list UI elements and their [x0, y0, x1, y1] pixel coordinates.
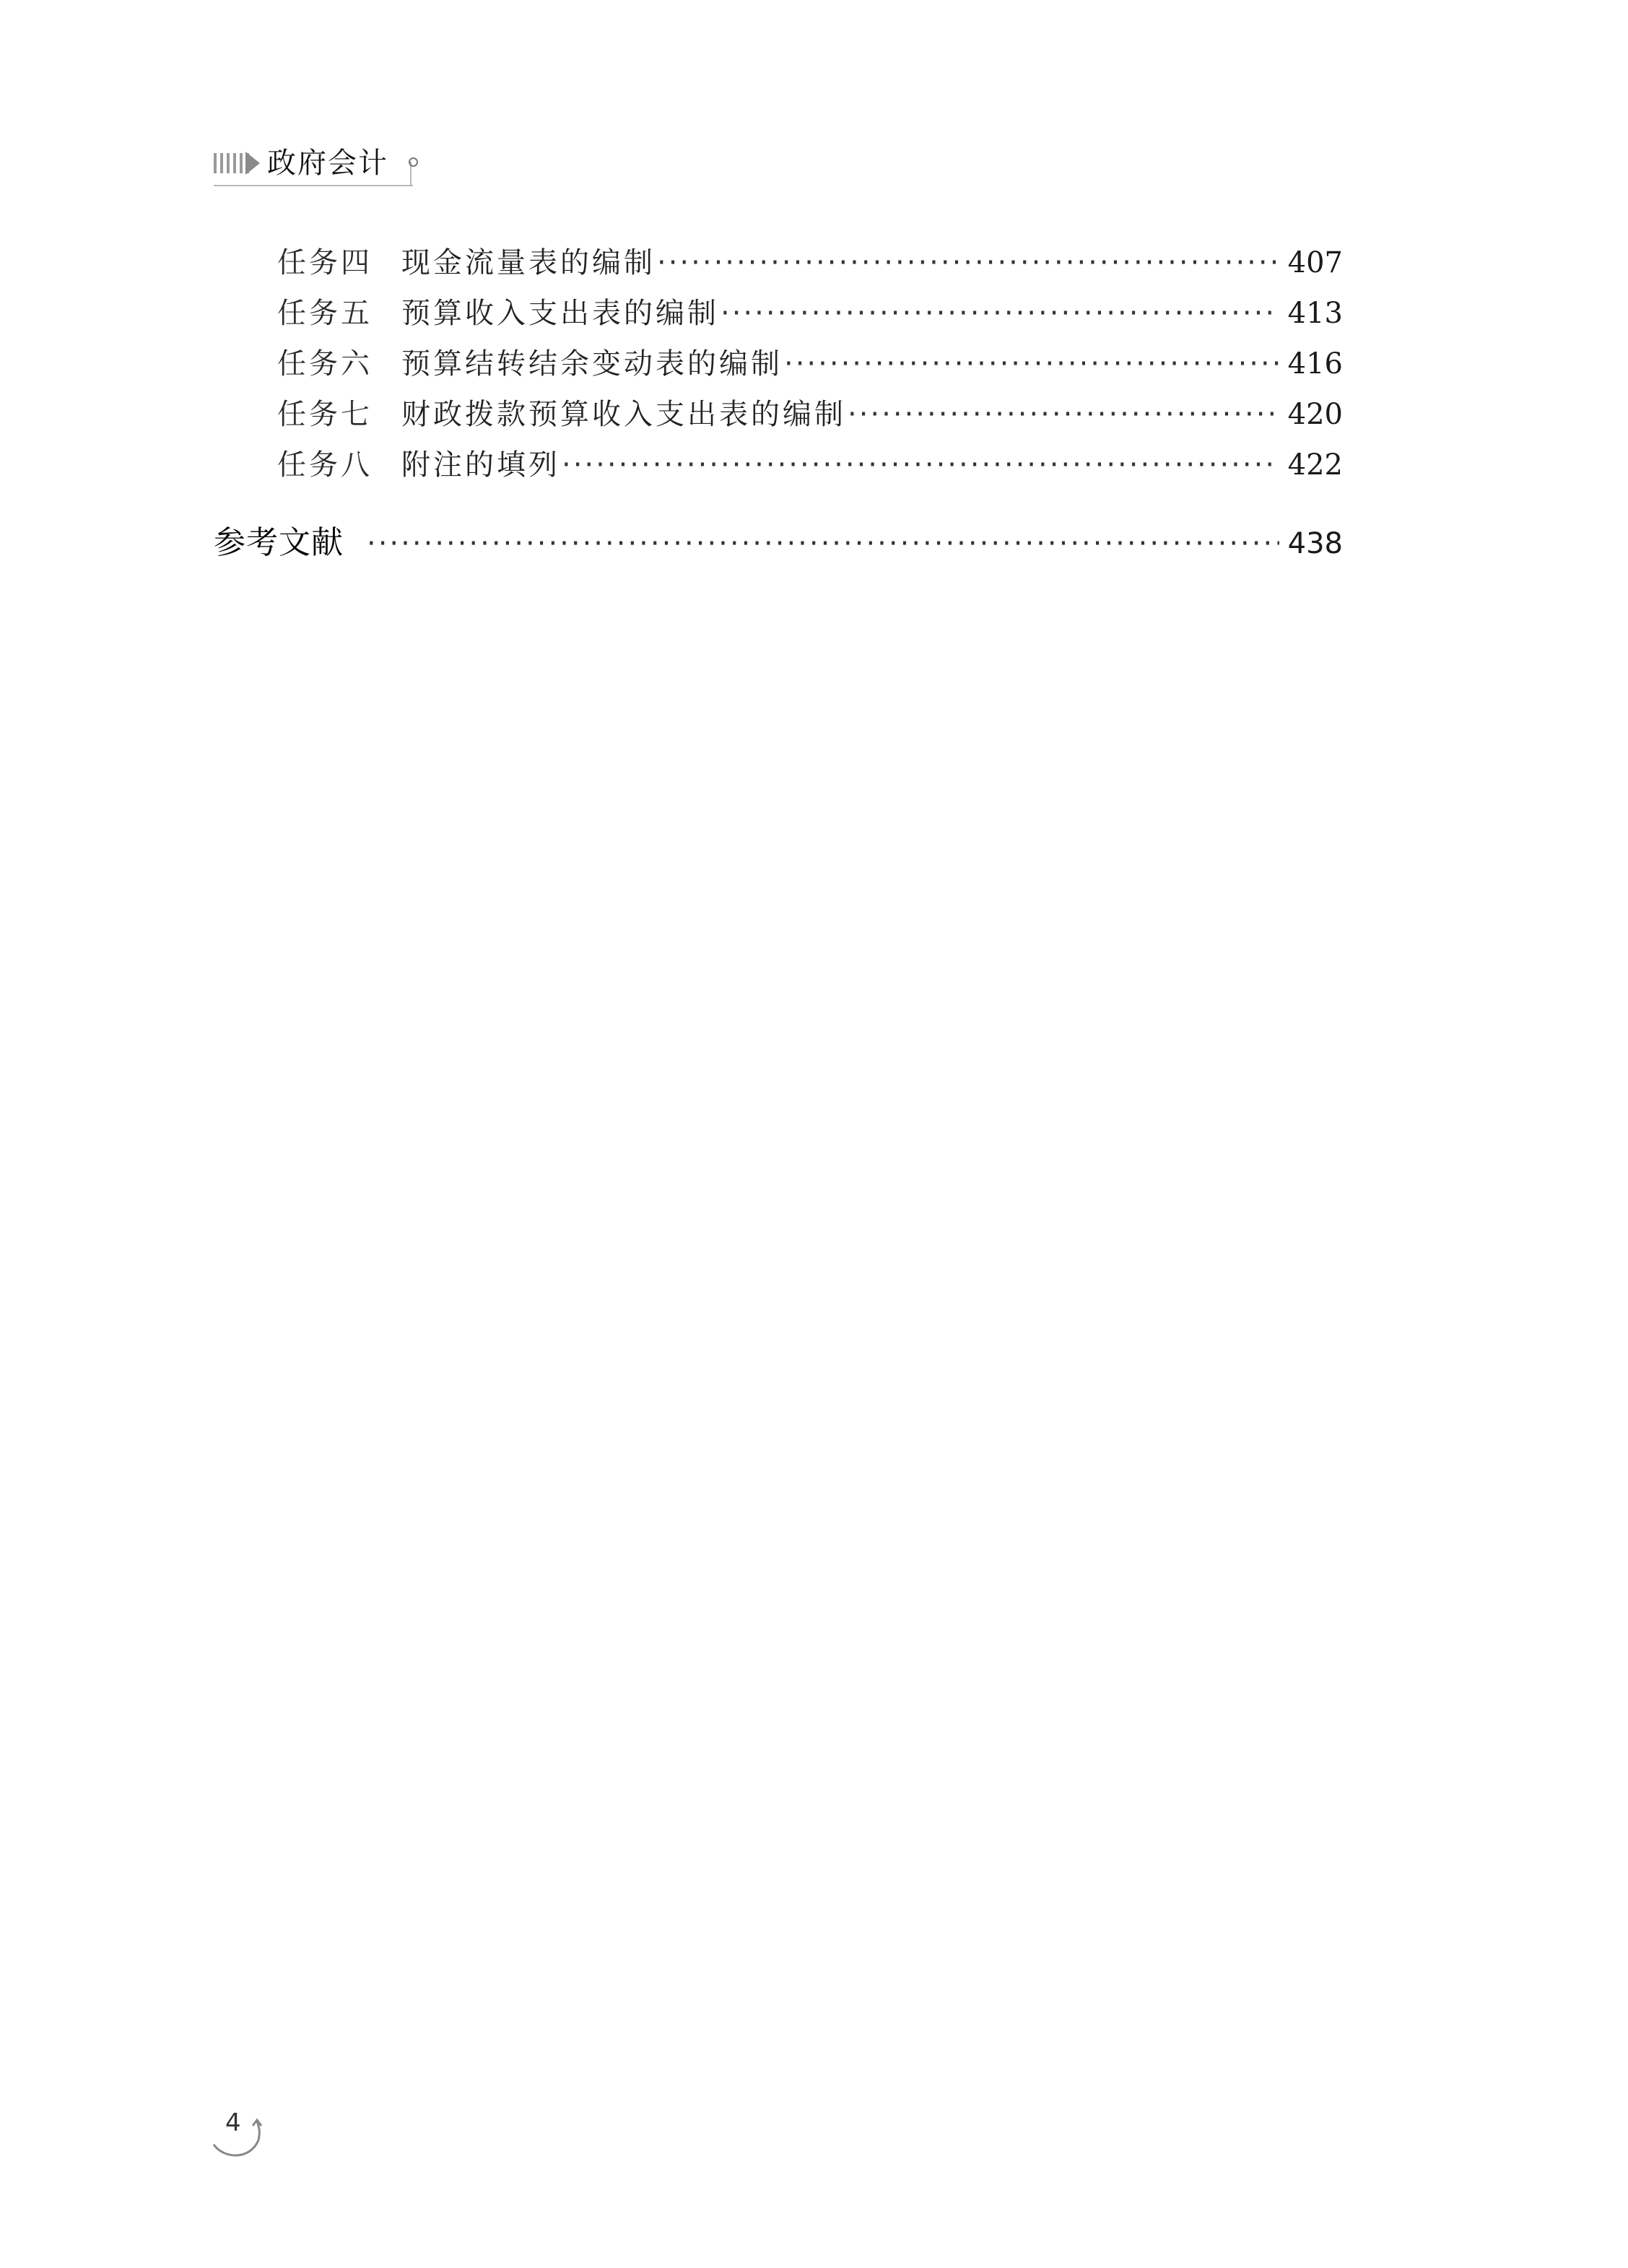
toc-references-entry[interactable]	[214, 521, 1343, 565]
toc-entry-number: 任务八	[277, 448, 373, 482]
toc-entry-number: 任务五	[277, 297, 373, 330]
header-arrow-icon	[245, 152, 260, 175]
toc-entry-page: 420	[1287, 398, 1343, 431]
header-dot-ornament	[409, 157, 418, 167]
references-page: 438	[1287, 527, 1343, 560]
running-header	[214, 142, 416, 188]
toc-dot-leader	[784, 342, 1279, 386]
toc-dot-leader	[848, 393, 1279, 436]
header-bars-ornament	[214, 153, 249, 173]
page-number: 4	[225, 2108, 241, 2137]
toc-entry-page: 416	[1287, 347, 1343, 381]
header-book-title: 政府会计	[267, 147, 388, 180]
toc-entry[interactable]	[277, 393, 1343, 436]
toc-entry-page: 422	[1287, 448, 1343, 482]
toc-entry-page: 413	[1287, 297, 1343, 330]
toc-entry-title: 预算结转结余变动表的编制	[401, 347, 783, 381]
references-title: 参考文献	[214, 524, 344, 561]
toc-entry-number: 任务四	[277, 246, 373, 279]
toc-dot-leader	[562, 443, 1279, 487]
toc-entry-page: 407	[1287, 246, 1343, 279]
toc-entry-title: 附注的填列	[401, 448, 560, 482]
toc-dot-leader	[721, 292, 1279, 335]
page-folio	[209, 2100, 274, 2165]
toc-entry-title: 财政拨款预算收入支出表的编制	[401, 398, 846, 431]
header-rule	[214, 185, 413, 186]
toc-entry-number: 任务七	[277, 398, 373, 431]
toc-dot-leader	[657, 241, 1279, 284]
toc-entry-number: 任务六	[277, 347, 373, 381]
toc-entry-title: 预算收入支出表的编制	[401, 297, 719, 330]
toc-entry[interactable]	[277, 443, 1343, 487]
toc-entry[interactable]	[277, 342, 1343, 386]
toc-entry[interactable]	[277, 241, 1343, 284]
toc-entry[interactable]	[277, 292, 1343, 335]
toc-dot-leader	[367, 522, 1279, 565]
toc-entry-title: 现金流量表的编制	[401, 246, 656, 279]
page-curl-icon	[209, 2100, 274, 2165]
